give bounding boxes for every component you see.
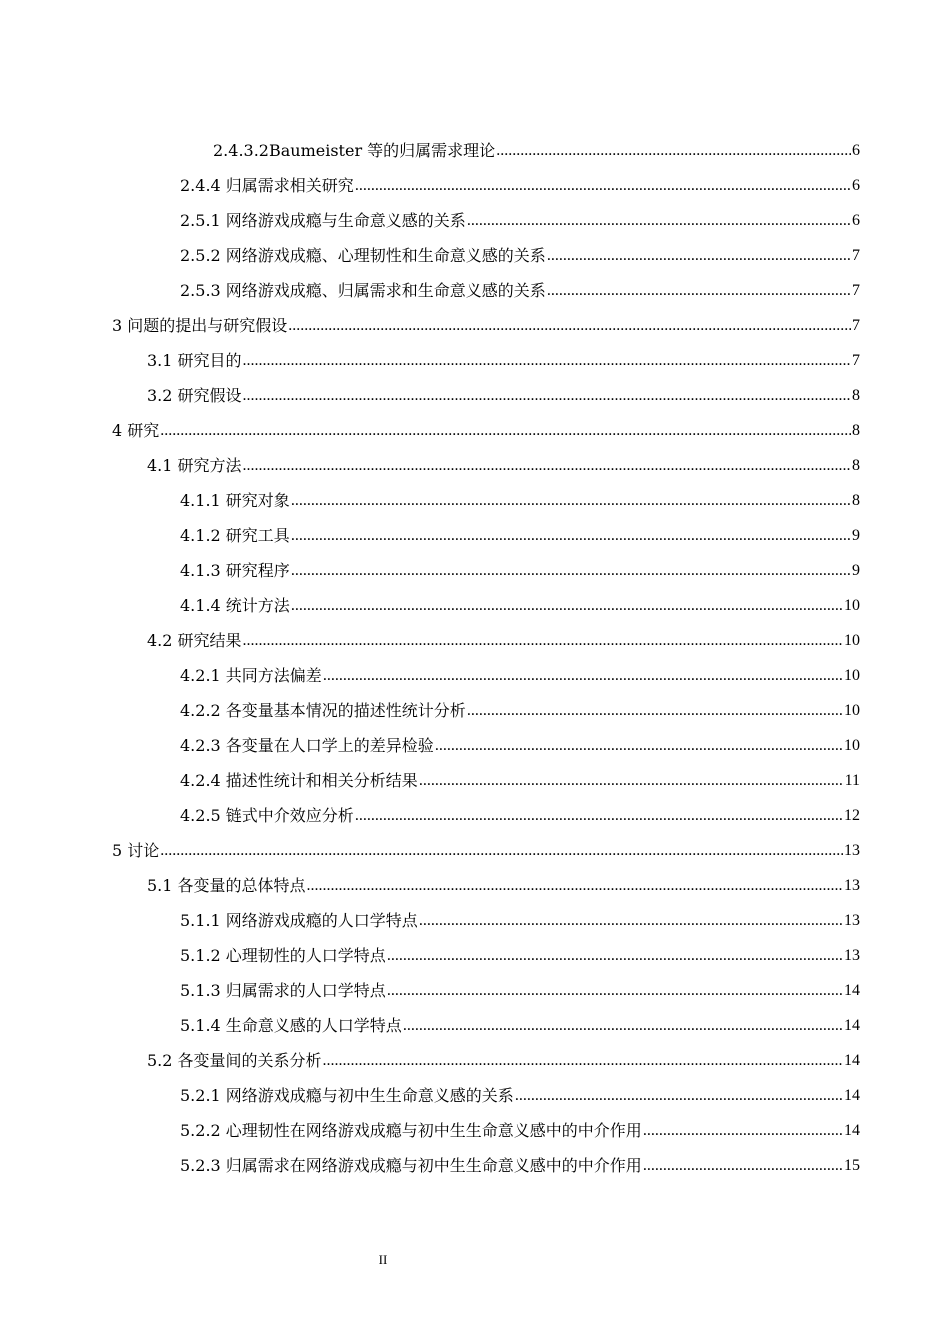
toc-entry-page-number: 13 [844,947,860,964]
toc-dot-leader [355,176,851,196]
toc-entry-title: 4.2.3 各变量在人口学上的差异检验 [180,736,434,755]
toc-dot-leader [291,561,851,581]
toc-entry-title: 3.1 研究目的 [147,351,242,370]
toc-dot-leader [243,351,851,371]
toc-entry-title: 5.2.3 归属需求在网络游戏成瘾与初中生生命意义感中的中介作用 [180,1156,642,1175]
toc-entry[interactable] [0,168,860,203]
toc-entry[interactable] [0,798,860,833]
toc-entry-page-number: 7 [852,317,860,334]
toc-entry-title: 5.2.1 网络游戏成瘾与初中生生命意义感的关系 [180,1086,514,1105]
toc-entry-page-number: 8 [852,457,860,474]
toc-dot-leader [323,666,843,686]
toc-entry[interactable] [0,238,860,273]
toc-entry-title: 3 问题的提出与研究假设 [112,316,288,335]
toc-entry[interactable] [0,973,860,1008]
toc-entry-page-number: 13 [844,912,860,929]
toc-entry[interactable] [0,273,860,308]
toc-entry-title: 4.1.4 统计方法 [180,596,290,615]
toc-entry-title: 2.4.4 归属需求相关研究 [180,176,354,195]
toc-dot-leader [547,281,851,301]
toc-dot-leader [160,841,843,861]
toc-entry-title: 5.1.2 心理韧性的人口学特点 [180,946,386,965]
toc-entry-title: 5.1.1 网络游戏成瘾的人口学特点 [180,911,418,930]
toc-entry[interactable] [0,1078,860,1113]
toc-entry-page-number: 10 [844,632,860,649]
toc-entry-title: 5.2 各变量间的关系分析 [147,1051,322,1070]
toc-entry-title: 5 讨论 [112,841,160,860]
toc-entry-title: 5.1 各变量的总体特点 [147,876,306,895]
toc-entry[interactable] [0,868,860,903]
toc-entry-page-number: 14 [844,1052,860,1069]
toc-entry-page-number: 14 [844,1017,860,1034]
toc-entry-page-number: 6 [852,142,860,159]
toc-dot-leader [419,771,844,791]
toc-entry[interactable] [0,203,860,238]
toc-entry-page-number: 13 [844,842,860,859]
toc-dot-leader [387,946,843,966]
toc-entry-title: 5.1.4 生命意义感的人口学特点 [180,1016,402,1035]
toc-entry-page-number: 12 [844,807,860,824]
toc-entry-page-number: 14 [844,1087,860,1104]
toc-dot-leader [467,701,843,721]
toc-entry[interactable] [0,1148,860,1183]
toc-dot-leader [291,596,843,616]
toc-entry-page-number: 10 [844,667,860,684]
toc-entry-title: 4 研究 [112,421,160,440]
toc-entry-page-number: 10 [844,597,860,614]
toc-entry[interactable] [0,623,860,658]
toc-entry-page-number: 10 [844,702,860,719]
toc-dot-leader [288,316,851,336]
toc-entry-page-number: 9 [852,527,860,544]
toc-entry-title: 2.5.3 网络游戏成瘾、归属需求和生命意义感的关系 [180,281,546,300]
toc-entry[interactable] [0,1008,860,1043]
toc-entry[interactable] [0,588,860,623]
toc-entry[interactable] [0,833,860,868]
toc-entry[interactable] [0,938,860,973]
toc-dot-leader [643,1121,843,1141]
toc-dot-leader [307,876,843,896]
toc-entry-page-number: 7 [852,282,860,299]
toc-dot-leader [515,1086,843,1106]
toc-entry-page-number: 8 [852,422,860,439]
toc-entry-page-number: 11 [844,772,860,789]
table-of-contents [0,133,950,1183]
toc-dot-leader [419,911,843,931]
toc-entry-page-number: 13 [844,877,860,894]
toc-entry-title: 4.2.1 共同方法偏差 [180,666,322,685]
toc-entry[interactable] [0,693,860,728]
toc-entry[interactable] [0,518,860,553]
toc-dot-leader [291,491,851,511]
toc-entry-page-number: 15 [844,1157,860,1174]
toc-entry-title: 2.4.3.2Baumeister 等的归属需求理论 [213,141,496,160]
toc-entry[interactable] [0,903,860,938]
toc-dot-leader [547,246,851,266]
toc-dot-leader [403,1016,843,1036]
page-number: II [378,1252,388,1267]
toc-entry-page-number: 10 [844,737,860,754]
toc-entry-page-number: 6 [852,212,860,229]
toc-dot-leader [243,631,843,651]
toc-entry-page-number: 8 [852,387,860,404]
toc-entry-title: 4.1 研究方法 [147,456,242,475]
toc-entry-page-number: 14 [844,1122,860,1139]
toc-dot-leader [243,456,851,476]
toc-entry-page-number: 7 [852,352,860,369]
toc-entry-page-number: 8 [852,492,860,509]
toc-dot-leader [291,526,851,546]
toc-entry-title: 3.2 研究假设 [147,386,242,405]
toc-entry-title: 4.2.4 描述性统计和相关分析结果 [180,771,418,790]
toc-entry-page-number: 14 [844,982,860,999]
toc-entry-title: 4.2.2 各变量基本情况的描述性统计分析 [180,701,466,720]
toc-entry-title: 4.2 研究结果 [147,631,242,650]
toc-entry[interactable] [0,553,860,588]
toc-dot-leader [435,736,843,756]
toc-entry-page-number: 6 [852,177,860,194]
toc-entry[interactable] [0,413,860,448]
toc-dot-leader [243,386,851,406]
toc-entry[interactable] [0,343,860,378]
toc-entry[interactable] [0,728,860,763]
toc-entry-title: 4.1.1 研究对象 [180,491,290,510]
toc-entry[interactable] [0,448,860,483]
toc-entry[interactable] [0,1113,860,1148]
toc-entry-title: 5.1.3 归属需求的人口学特点 [180,981,386,1000]
toc-entry-title: 2.5.1 网络游戏成瘾与生命意义感的关系 [180,211,466,230]
toc-dot-leader [467,211,851,231]
toc-entry[interactable] [0,378,860,413]
toc-dot-leader [496,141,851,161]
toc-entry[interactable] [0,763,860,798]
toc-entry-page-number: 7 [852,247,860,264]
toc-entry[interactable] [0,1043,860,1078]
toc-entry[interactable] [0,308,860,343]
toc-entry[interactable] [0,483,860,518]
toc-dot-leader [160,421,851,441]
toc-dot-leader [643,1156,843,1176]
toc-dot-leader [323,1051,843,1071]
toc-entry-title: 4.1.2 研究工具 [180,526,290,545]
toc-entry-title: 2.5.2 网络游戏成瘾、心理韧性和生命意义感的关系 [180,246,546,265]
toc-entry-title: 4.2.5 链式中介效应分析 [180,806,354,825]
toc-entry[interactable] [0,133,860,168]
toc-entry[interactable] [0,658,860,693]
toc-dot-leader [387,981,843,1001]
toc-entry-page-number: 9 [852,562,860,579]
toc-entry-title: 4.1.3 研究程序 [180,561,290,580]
toc-entry-title: 5.2.2 心理韧性在网络游戏成瘾与初中生生命意义感中的中介作用 [180,1121,642,1140]
toc-dot-leader [355,806,843,826]
